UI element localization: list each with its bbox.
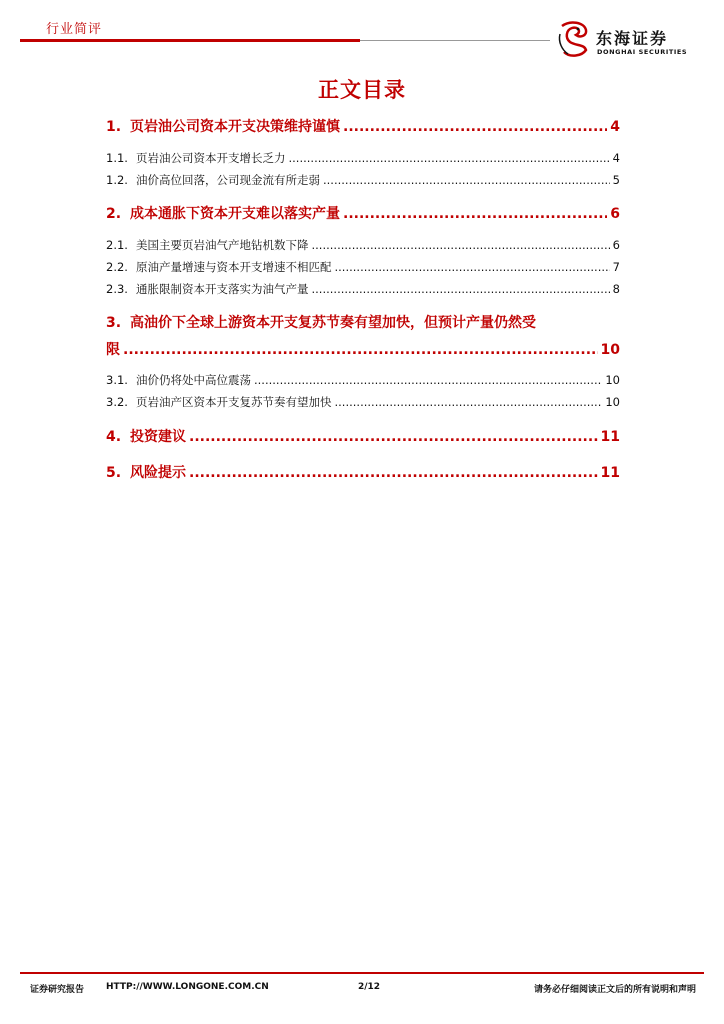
toc-entry[interactable]: 4. 投资建议 ..... 11 xyxy=(106,426,620,446)
footer-disclaimer: 请务必仔细阅读正文后的所有说明和声明 xyxy=(533,985,696,995)
header-rule-red xyxy=(20,39,360,42)
footer-page-number: 2/12 xyxy=(358,982,381,992)
footer-report-type: 证券研究报告 xyxy=(30,985,85,995)
toc-entry[interactable]: 2.1. 美国主要页岩油气产地钻机数下降 ..... 6 xyxy=(106,237,620,253)
donghai-logo xyxy=(556,20,706,60)
toc-entry[interactable]: 3.2. 页岩油产区资本开支复苏节奏有望加快 ..... 10 xyxy=(106,394,620,410)
toc-entry-continuation[interactable]: 限 ..... 10 xyxy=(106,339,620,359)
toc-entry[interactable]: 2.2. 原油产量增速与资本开支增速不相匹配 ..... 7 xyxy=(106,259,620,275)
toc-entry[interactable]: 3.1. 油价仍将处中高位震荡 ..... 10 xyxy=(106,372,620,388)
toc-entry[interactable]: 1.1. 页岩油公司资本开支增长乏力 ..... 4 xyxy=(106,150,620,166)
footer-url-link[interactable]: HTTP://WWW.LONGONE.COM.CN xyxy=(106,982,269,992)
toc-entry[interactable]: 5. 风险提示 ..... 11 xyxy=(106,462,620,482)
header-section-tag: 行业简评 xyxy=(46,22,103,37)
toc-entry[interactable]: 1.2. 油价高位回落，公司现金流有所走弱 ..... 5 xyxy=(106,172,620,188)
footer-rule xyxy=(20,972,704,974)
toc-entry[interactable]: 2. 成本通胀下资本开支难以落实产量 ..... 6 xyxy=(106,203,620,223)
toc-entry[interactable]: 2.3. 通胀限制资本开支落实为油气产量 ..... 8 xyxy=(106,281,620,297)
toc-entry-wrapped[interactable]: 3. 高油价下全球上游资本开支复苏节奏有望加快，但预计产量仍然受 xyxy=(106,315,536,331)
header-rule-grey xyxy=(360,40,550,41)
logo-chinese-name: 东海证券 xyxy=(596,29,669,48)
toc-entry[interactable]: 1. 页岩油公司资本开支决策维持谨慎 ..... 4 xyxy=(106,116,620,136)
toc-title: 正文目录 xyxy=(318,78,406,102)
dragon-logo-icon xyxy=(556,20,590,58)
logo-english-name: DONGHAI SECURITIES xyxy=(597,48,688,56)
